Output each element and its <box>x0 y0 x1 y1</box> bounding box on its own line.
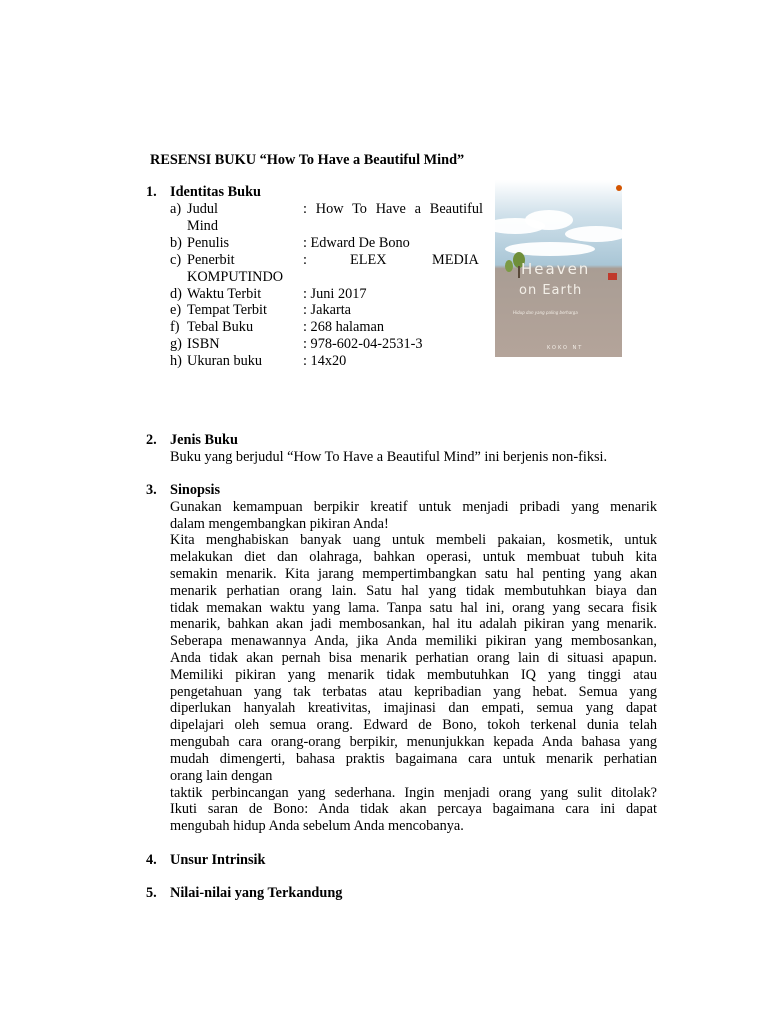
sinopsis-line: dalam mengembangkan pikiran Anda! <box>170 516 389 532</box>
sinopsis-line: semakin menarik. Kita jarang mempertimbangkan satu hal penting yang akan <box>170 566 657 582</box>
item-value: : 268 halaman <box>303 319 384 335</box>
cloud <box>525 210 573 230</box>
sinopsis-line: Ikuti saran de Bono: Anda tidak akan percaya bagaimana cara ini dapat <box>170 801 657 817</box>
sinopsis-line: pengetahuan yang tak terbatas atau kepribadian yang hebat. Semua yang <box>170 684 657 700</box>
section-number: 3. <box>146 482 157 498</box>
item-value-part: : <box>303 252 307 268</box>
section-heading-jenis: Jenis Buku <box>170 432 238 448</box>
item-label: Judul <box>187 201 218 217</box>
cover-author: KOKO NT <box>547 345 584 351</box>
item-label: Tebal Buku <box>187 319 254 335</box>
sinopsis-line: mengubah hidup Anda sebelum Anda mencobanya. <box>170 818 464 834</box>
item-letter: d) <box>170 286 182 302</box>
page-title: RESENSI BUKU “How To Have a Beautiful Mind” <box>150 152 465 168</box>
sinopsis-line: dipelajari oleh semua orang. Edward de Bono, tokoh terkenal dunia telah <box>170 717 657 733</box>
item-value-cont: KOMPUTINDO <box>187 269 284 285</box>
item-value: : How To Have a Beautiful <box>303 201 483 217</box>
section-number: 4. <box>146 852 157 868</box>
item-value: : 14x20 <box>303 353 347 369</box>
item-letter: g) <box>170 336 182 352</box>
item-letter: h) <box>170 353 182 369</box>
sinopsis-line: menarik, bahkan akan jadi membosankan, hal itu adalah pikiran yang menarik. <box>170 616 657 632</box>
house-icon <box>608 273 617 280</box>
item-value: : Juni 2017 <box>303 286 367 302</box>
item-value: : 978-602-04-2531-3 <box>303 336 423 352</box>
item-letter: f) <box>170 319 180 335</box>
section-heading-sinopsis: Sinopsis <box>170 482 221 498</box>
sinopsis-line: orang lain dengan <box>170 768 273 784</box>
item-label: Tempat Terbit <box>187 302 267 318</box>
item-label: Penulis <box>187 235 230 251</box>
section-heading-unsur: Unsur Intrinsik <box>170 852 266 868</box>
section-heading-nilai: Nilai-nilai yang Terkandung <box>170 885 343 901</box>
section-heading-identitas: Identitas Buku <box>170 184 261 200</box>
item-value-part: MEDIA <box>432 252 479 268</box>
sinopsis-line: taktik perbincangan yang sederhana. Ingin menjadi orang yang sulit ditolak? <box>170 785 657 801</box>
item-letter: e) <box>170 302 182 318</box>
sinopsis-line: Seberapa menawannya Anda, jika Anda memiliki pikiran yang membosankan, <box>170 633 657 649</box>
cover-title-line1: Heaven <box>521 260 591 278</box>
sinopsis-line: menarik perhatian orang lain. Satu hal yang tidak membutuhkan biaya dan <box>170 583 657 599</box>
item-value: : Edward De Bono <box>303 235 410 251</box>
sinopsis-line: Anda tidak akan pernah bisa menarik perhatian orang lain di situasi apapun. <box>170 650 657 666</box>
sinopsis-line: Memiliki pikiran yang menarik tidak membutuhkan IQ yang tinggi atau <box>170 667 657 683</box>
cover-tagline: Hidup dan yang paling berharga <box>513 310 578 315</box>
item-label: Ukuran buku <box>187 353 263 369</box>
item-label: ISBN <box>187 336 220 352</box>
tree-trunk <box>518 266 520 278</box>
section-number: 5. <box>146 885 157 901</box>
item-value-cont: Mind <box>187 218 218 234</box>
sinopsis-line: mudah dimengerti, bahasa praktis bagaimana cara untuk menarik perhatian <box>170 751 657 767</box>
tree-icon <box>505 260 513 272</box>
sinopsis-line: mengubah cara orang-orang berpikir, menunjukkan kepada Anda bahasa yang <box>170 734 657 750</box>
sinopsis-line: diperlukan hanyalah kreativitas, imajinasi dan empati, semua yang dapat <box>170 700 657 716</box>
item-label: Waktu Terbit <box>187 286 262 302</box>
sinopsis-line: tidak memakan waktu yang lama. Tanpa satu hal ini, orang yang secara fisik <box>170 600 657 616</box>
item-letter: c) <box>170 252 182 268</box>
cover-title-line2: on Earth <box>519 283 583 298</box>
cloud <box>565 226 622 242</box>
item-value-part: ELEX <box>350 252 387 268</box>
publisher-logo-icon <box>616 185 622 191</box>
item-label: Penerbit <box>187 252 235 268</box>
section-number: 1. <box>146 184 157 200</box>
item-value: : Jakarta <box>303 302 352 318</box>
sinopsis-line: Kita menghabiskan banyak uang untuk membeli pakaian, kosmetik, untuk <box>170 532 657 548</box>
item-letter: b) <box>170 235 182 251</box>
section-number: 2. <box>146 432 157 448</box>
item-letter: a) <box>170 201 182 217</box>
sinopsis-line: melakukan diet dan olahraga, bahkan operasi, untuk membuat tubuh kita <box>170 549 657 565</box>
book-cover-image <box>495 180 622 357</box>
sinopsis-line: Gunakan kemampuan berpikir kreatif untuk menjadi pribadi yang menarik <box>170 499 657 515</box>
jenis-text: Buku yang berjudul “How To Have a Beautiful Mind” ini berjenis non-fiksi. <box>170 449 608 465</box>
